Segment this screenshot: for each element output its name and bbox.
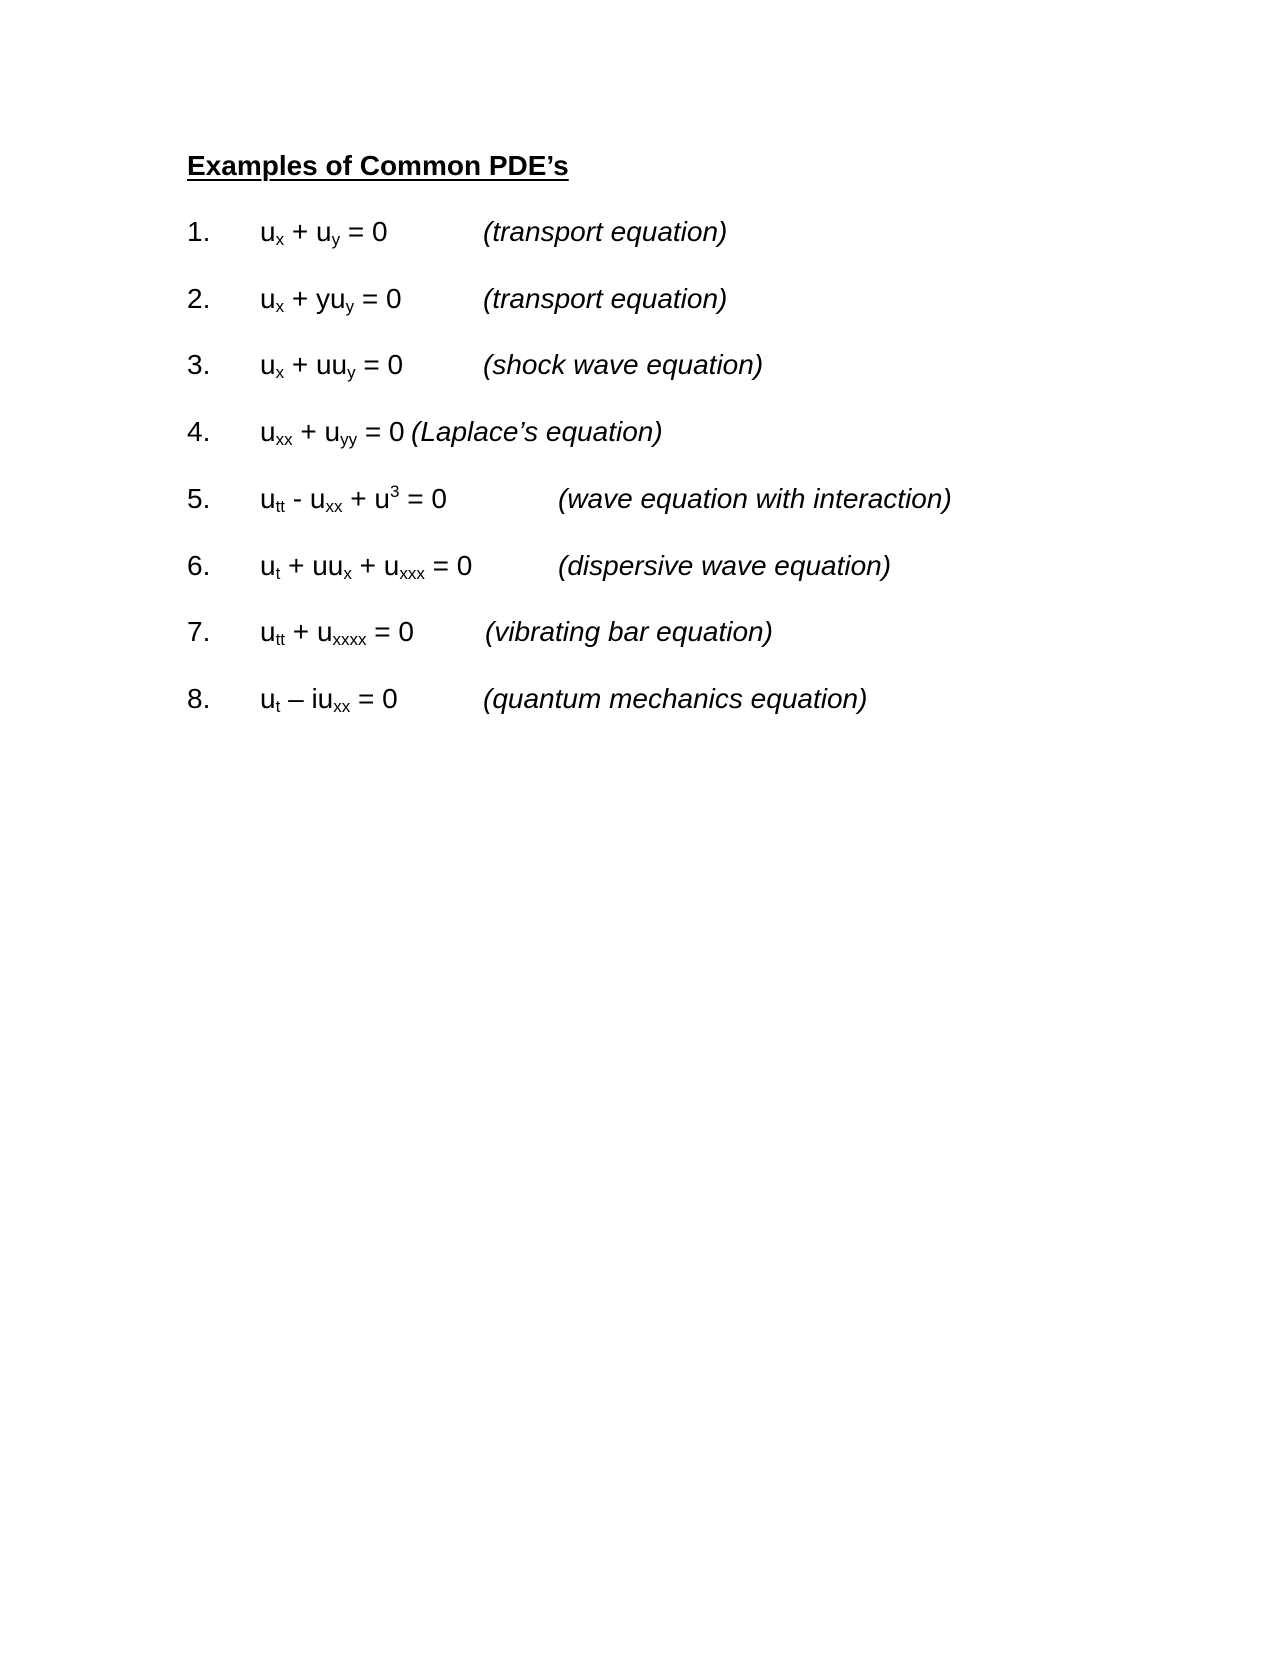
equation-number: 4.	[187, 416, 211, 448]
equation-number: 7.	[187, 616, 211, 648]
equation-label: (transport equation)	[483, 282, 728, 314]
equation-formula: $u_{xx} + u_{yy} = 0$	[260, 416, 405, 450]
equation-label: (transport equation)	[483, 216, 728, 247]
equation-label: (vibrating bar equation)	[485, 616, 773, 648]
equation-number: 8.	[187, 682, 211, 714]
equation-label: (Laplace’s equation)	[411, 416, 663, 448]
equation-number: 5.	[187, 482, 211, 514]
equation-number: 3.	[187, 349, 211, 381]
equation-label: (wave equation with interaction)	[558, 482, 952, 514]
equation-formula: $u_t - iu_{xx} = 0$	[260, 682, 398, 716]
equation-formula: $u_x + yu_y = 0$	[260, 282, 402, 316]
equation-label: (dispersive wave equation)	[558, 549, 892, 581]
equation-number: 6.	[187, 549, 211, 581]
equation-formula: $u_{tt} + u_{xxxx} = 0$	[260, 616, 414, 650]
equation-formula: $u_x + uu_y = 0$	[260, 349, 404, 383]
equation-label: (quantum mechanics equation)	[483, 682, 868, 714]
equation-formula: $u_{tt} - u_{xx} + u^3 = 0$	[260, 481, 447, 516]
equation-label: (shock wave equation)	[483, 349, 764, 381]
equation-formula: $u_x + u_y = 0$	[260, 216, 388, 249]
equation-formula: $u_t + uu_x + u_{xxx} = 0$	[260, 549, 473, 583]
equation-number: 2.	[187, 282, 211, 314]
document-title: Examples of Common PDE’s	[187, 150, 569, 181]
equation-number: 1.	[187, 216, 211, 247]
